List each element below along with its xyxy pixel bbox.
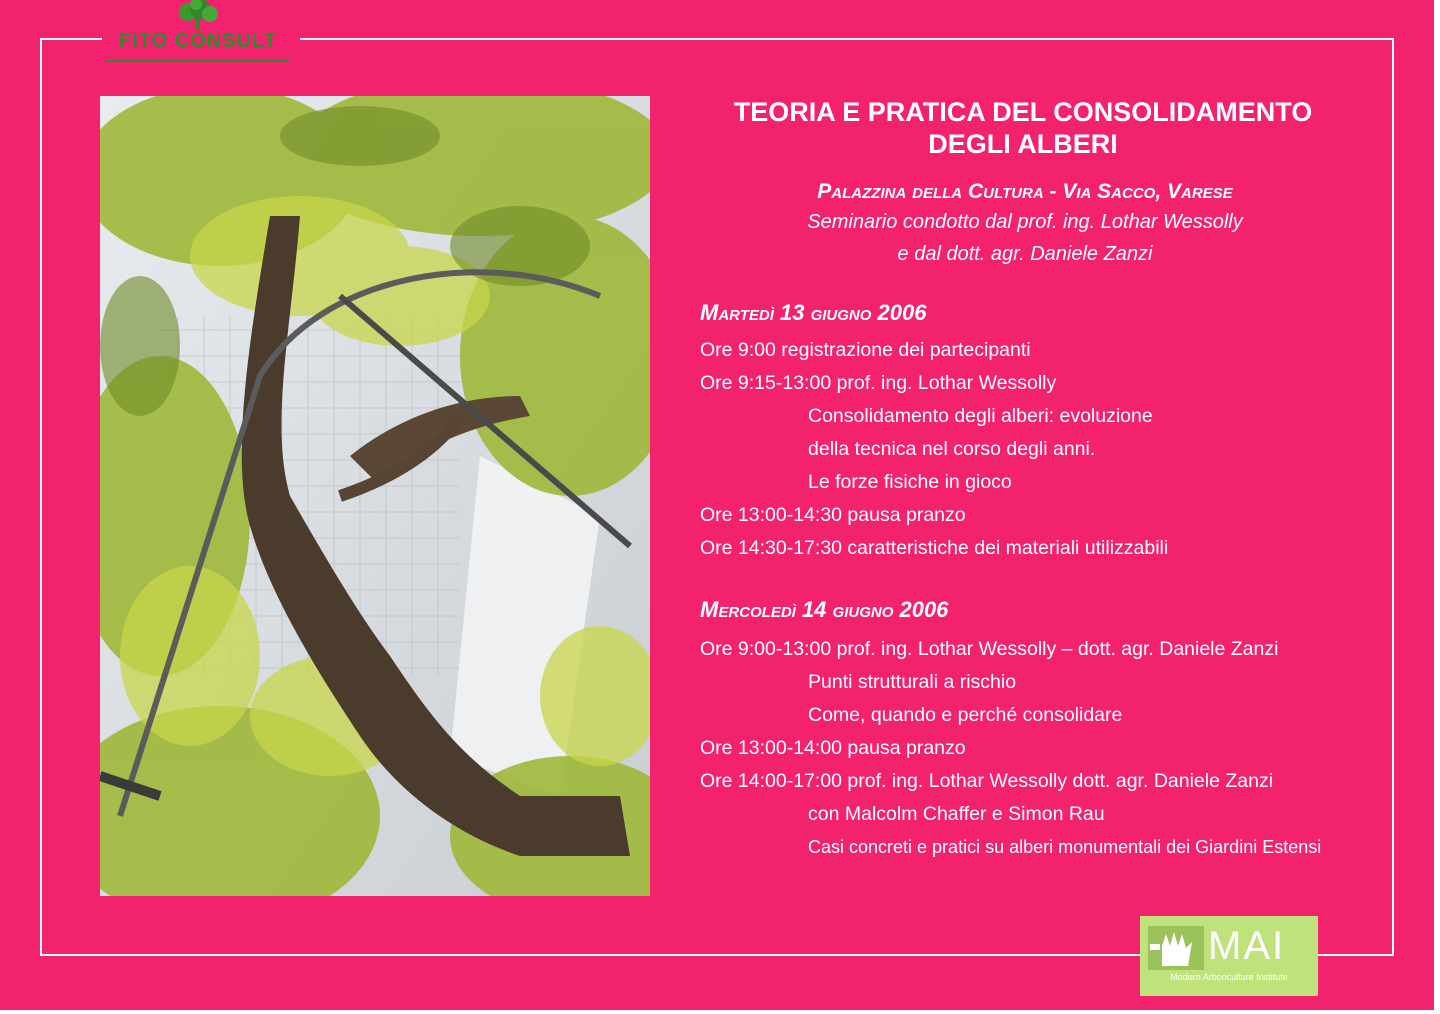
fito-consult-logo <box>104 0 292 68</box>
logo-text: FITO CONSULT <box>104 30 292 53</box>
day1-line: Consolidamento degli alberi: evoluzione <box>808 405 1153 427</box>
title-line-2: DEGLI ALBERI <box>928 129 1118 159</box>
day2-line: con Malcolm Chaffer e Simon Rau <box>808 803 1105 825</box>
day1-line: Ore 13:00-14:30 pausa pranzo <box>700 504 966 526</box>
day1-heading: Martedì 13 giugno 2006 <box>700 300 927 325</box>
day2-line: Punti strutturali a rischio <box>808 671 1017 693</box>
frame-right <box>1392 38 1394 956</box>
frame-left <box>40 38 42 956</box>
program-text <box>700 96 1340 864</box>
seminar-line-1: Seminario condotto dal prof. ing. Lothar Wessolly <box>807 211 1243 233</box>
day1-line: Ore 9:15-13:00 prof. ing. Lothar Wessolly <box>700 372 1057 394</box>
title-line-1: TEORIA E PRATICA DEL CONSOLIDAMENTO <box>733 97 1313 127</box>
logo-underline <box>106 60 290 62</box>
hand-leaf-icon <box>1148 926 1204 970</box>
day2-line: Ore 14:00-17:00 prof. ing. Lothar Wessolly dott. agr. Daniele Zanzi <box>700 770 1274 792</box>
frame-top-left <box>40 38 102 40</box>
day2-line: Come, quando e perché consolidare <box>808 704 1123 726</box>
seminar-line-2: e dal dott. agr. Daniele Zanzi <box>897 243 1153 265</box>
frame-bottom-right <box>1318 954 1394 956</box>
frame-bottom-left <box>40 954 1140 956</box>
mai-text: MAI <box>1208 924 1286 968</box>
frame-top-right <box>300 38 1394 40</box>
day2-line: Ore 13:00-14:00 pausa pranzo <box>700 737 966 759</box>
day1-line: Ore 14:30-17:30 caratteristiche dei materiali utilizzabili <box>700 537 1169 559</box>
day1-line: Ore 9:00 registrazione dei partecipanti <box>700 339 1031 361</box>
day2-heading: Mercoledì 14 giugno 2006 <box>700 597 949 622</box>
tree-photo <box>100 96 650 896</box>
mai-subtitle: Modern Arboriculture Institute <box>1170 972 1288 982</box>
venue: Palazzina della Cultura - Via Sacco, Varese <box>817 180 1233 203</box>
day1-line: della tecnica nel corso degli anni. <box>808 438 1096 460</box>
tree-icon <box>168 0 228 32</box>
mai-logo <box>1140 916 1318 996</box>
day2-line: Ore 9:00-13:00 prof. ing. Lothar Wessolly – dott. agr. Daniele Zanzi <box>700 638 1279 660</box>
day2-line: Casi concreti e pratici su alberi monumentali dei Giardini Estensi <box>808 837 1322 857</box>
day1-line: Le forze fisiche in gioco <box>808 471 1012 493</box>
